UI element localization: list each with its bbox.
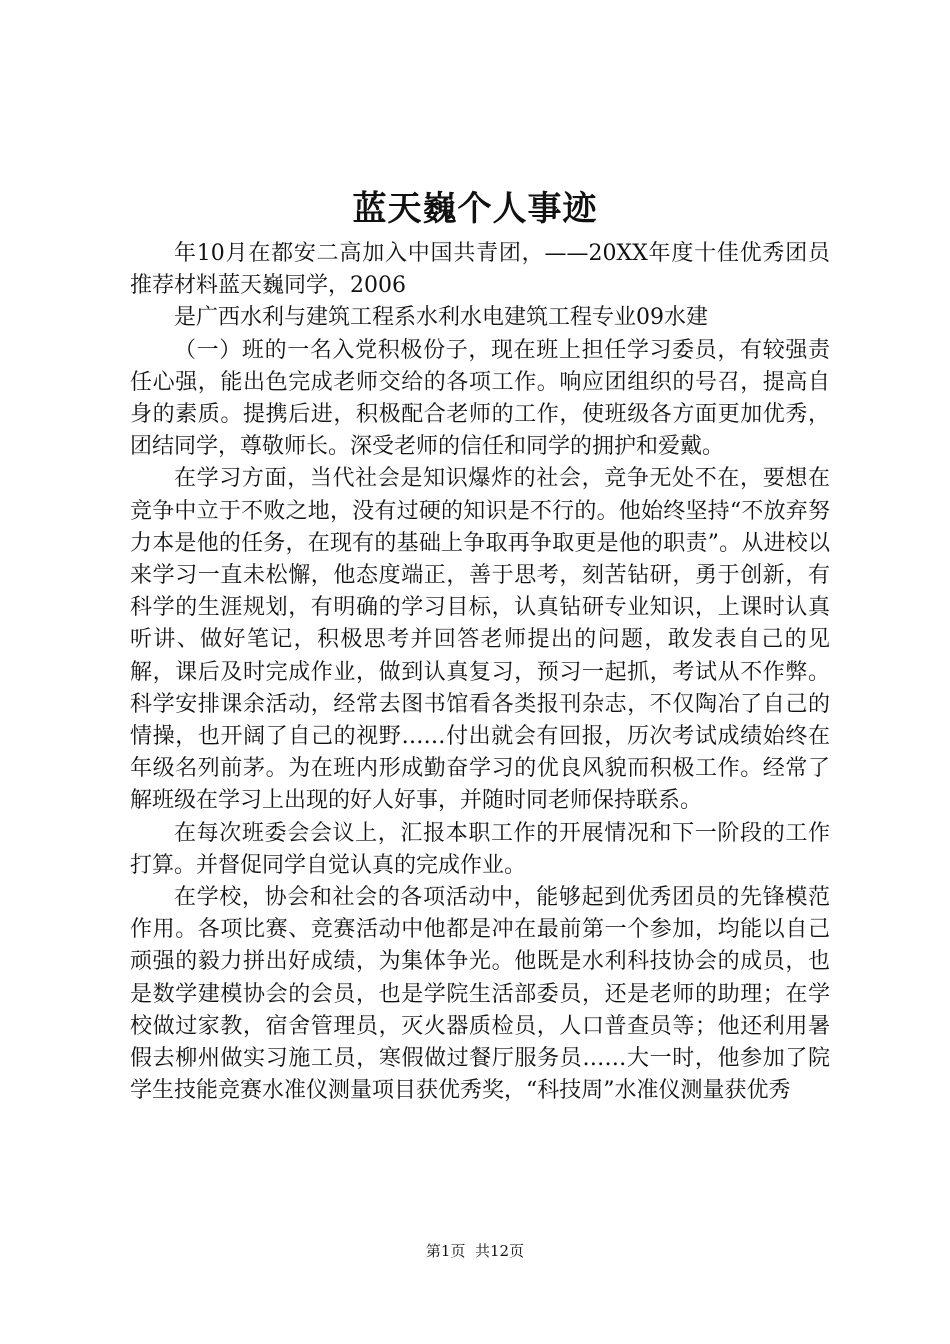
paragraph-3: （一）班的一名入党积极份子，现在班上担任学习委员，有较强责任心强，能出色完成老师交给的各项工作。响应团组织的号召，提高自身的素质。提携后进，积极配合老师的工作，使班级各方面更加优秀，团结同学，尊敬师长。深受老师的信任和同学的拥护和爱戴。 — [130, 337, 830, 460]
paragraph-2: 是广西水利与建筑工程系水利水电建筑工程专业09水建 — [174, 305, 708, 331]
document-title: 蓝天巍个人事迹 — [352, 189, 598, 229]
document-body — [130, 238, 830, 1107]
page-number-footer: 第1页 共12页 — [425, 1242, 525, 1260]
paragraph-6: 在学校，协会和社会的各项活动中，能够起到优秀团员的先锋模范作用。各项比赛、竞赛活动中他都是冲在最前第一个参加，均能以自己顽强的毅力拼出好成绩，为集体争光。他既是水利科技协会的成员，也是数学建模协会的会员，也是学院生活部委员，还是老师的助理；在学校做过家教，宿舍管理员，灭火器质检员，人口普查员等；他还利用暑假去柳州做实习施工员，寒假做过餐厅服务员……大一时，他参加了院学生技能竞赛水准仪测量项目获优秀奖，“科技周”水准仪测量获优秀 — [130, 885, 830, 1104]
paragraph-5: 在每次班委会会议上，汇报本职工作的开展情况和下一阶段的工作打算。并督促同学自觉认真的完成作业。 — [130, 820, 830, 878]
paragraph-1: 年10月在都安二高加入中国共青团，——20XX年度十佳优秀团员推荐材料蓝天巍同学，2006 — [130, 241, 830, 299]
paragraph-4: 在学习方面，当代社会是知识爆炸的社会，竞争无处不在，要想在竞争中立于不败之地，没有过硬的知识是不行的。他始终坚持“不放弃努力本是他的任务，在现有的基础上争取再争取更是他的职责”。从进校以来学习一直未松懈，他态度端正，善于思考，刻苦钻研，勇于创新，有科学的生涯规划，有明确的学习目标，认真钻研专业知识，上课时认真听讲、做好笔记，积极思考并回答老师提出的问题，敢发表自己的见解，课后及时完成作业，做到认真复习，预习一起抓，考试从不作弊。科学安排课余活动，经常去图书馆看各类报刊杂志，不仅陶冶了自己的情操，也开阔了自己的视野……付出就会有回报，历次考试成绩始终在年级名列前茅。为在班内形成勤奋学习的优良风貌而积极工作。经常了解班级在学习上出现的好人好事，并随时同老师保持联系。 — [130, 466, 830, 814]
